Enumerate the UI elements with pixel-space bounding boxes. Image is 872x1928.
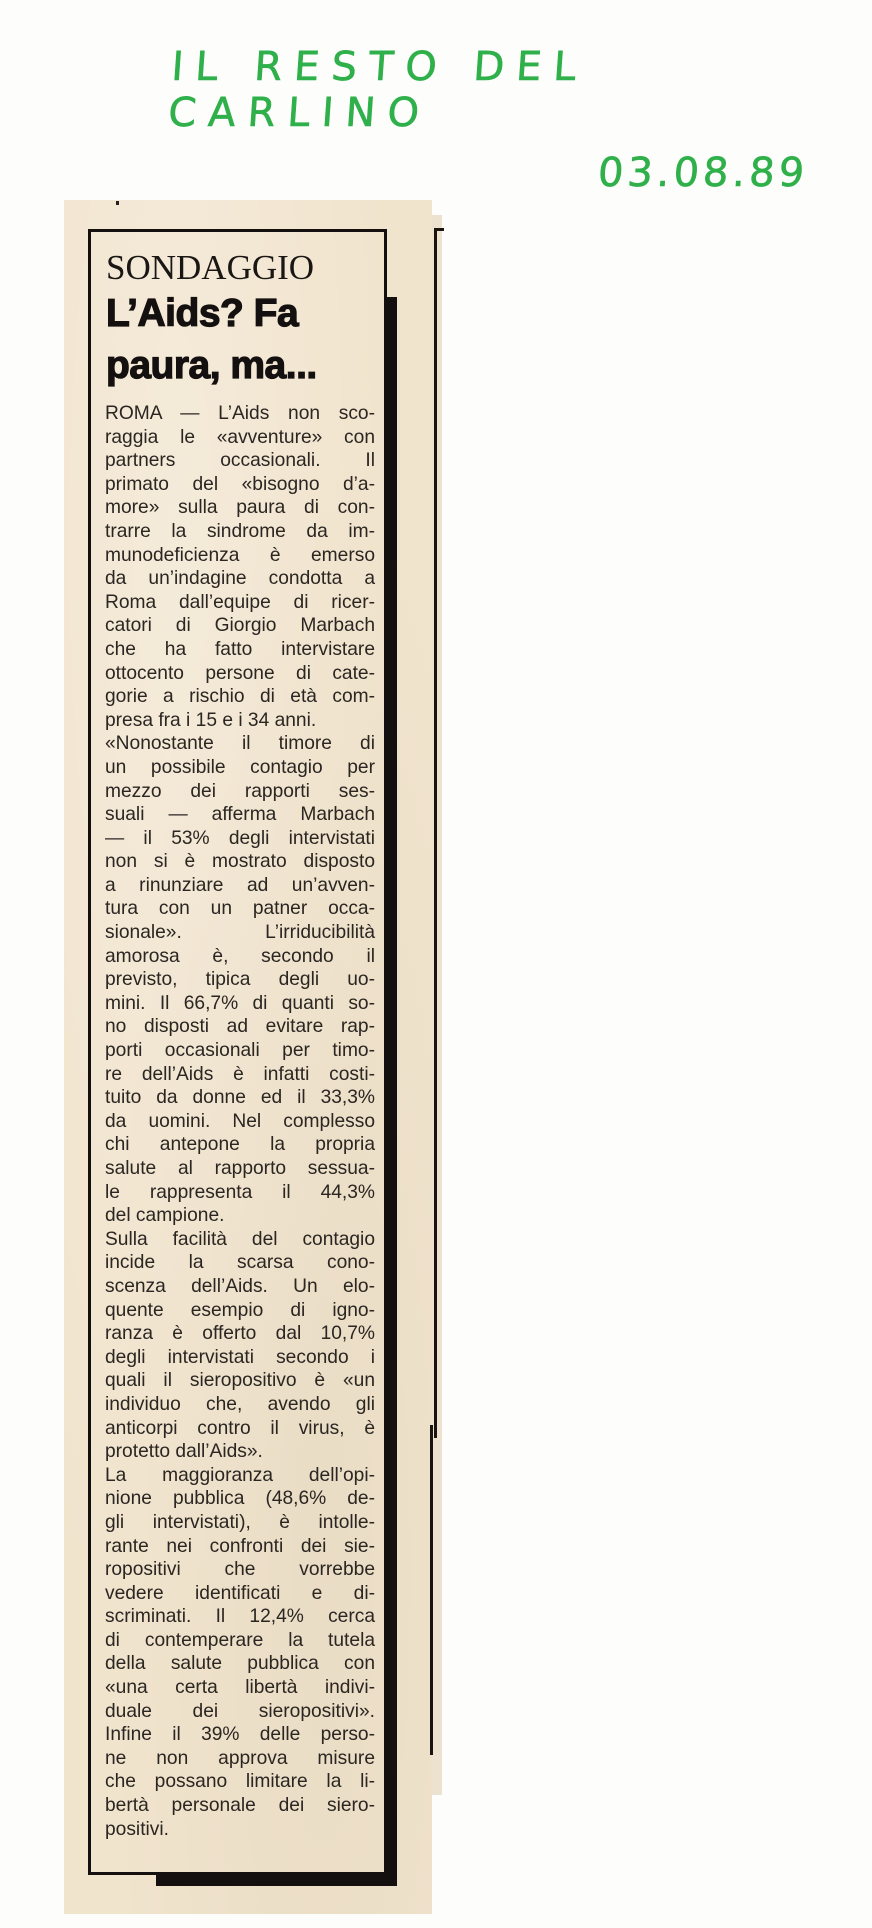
article-body-line: da uomini. Nel complesso	[105, 1110, 375, 1132]
article-body-line: rante nei confronti dei sie-	[105, 1535, 375, 1557]
headline-line: L’Aids? Fa	[106, 292, 299, 335]
handwritten-date-annotation: 03.08.89	[596, 150, 810, 196]
article-body-line: degli intervistati secondo i	[105, 1346, 375, 1368]
article-body-line: le rappresenta il 44,3%	[105, 1181, 375, 1203]
article-body-line: tuito da donne ed il 33,3%	[105, 1087, 375, 1109]
article-frame-shadow-bottom	[156, 1875, 397, 1886]
article-body-line: scriminati. Il 12,4% cerca	[105, 1606, 375, 1628]
article-body-line: ottocento persone di cate-	[105, 662, 375, 684]
article-body-line: che possano limitare la li-	[105, 1771, 375, 1793]
article-body-line: Roma dall’equipe di ricer-	[105, 591, 375, 613]
article-frame-shadow-right	[387, 297, 397, 1886]
article-headline	[106, 288, 376, 392]
article-body-line: ranza è offerto dal 10,7%	[105, 1323, 375, 1345]
article-body-line: gli intervistati), è intolle-	[105, 1511, 375, 1533]
article-body-line: scenza dell’Aids. Un elo-	[105, 1275, 375, 1297]
article-body	[105, 402, 375, 1841]
article-body-line: porti occasionali per timo-	[105, 1040, 375, 1062]
article-body-line: «Nonostante il timore di	[105, 733, 375, 755]
article-body-line: ropositivi che vorrebbe	[105, 1559, 375, 1581]
article-kicker: SONDAGGIO	[106, 248, 315, 287]
article-body-line: quali il sieropositivo è «un	[105, 1370, 375, 1392]
article-body-line: trarre la sindrome da im-	[105, 520, 375, 542]
article-body-line: primato del «bisogno d’a-	[105, 473, 375, 495]
article-body-line: re dell’Aids è infatti costi-	[105, 1063, 375, 1085]
article-body-line: Sulla facilità del contagio	[105, 1228, 375, 1250]
article-body-line: sionale». L’irriducibilità	[105, 922, 375, 944]
article-body-line: Infine il 39% delle perso-	[105, 1724, 375, 1746]
article-body-line: duale dei sieropositivi».	[105, 1700, 375, 1722]
article-body-line: ROMA — L’Aids non sco-	[105, 403, 375, 424]
handwritten-source-annotation: IL RESTO DEL CARLINO	[166, 44, 590, 136]
print-tick-mark	[116, 201, 119, 205]
article-body-line: previsto, tipica degli uo-	[105, 969, 375, 991]
article-body-line: da un’indagine condotta a	[105, 568, 375, 590]
article-body-line: incide la scarsa cono-	[105, 1252, 375, 1274]
article-body-line: mezzo dei rapporti ses-	[105, 780, 375, 802]
neighbor-column-rule-lower	[430, 1425, 433, 1755]
article-body-line: salute al rapporto sessua-	[105, 1158, 375, 1179]
article-body-line: amorosa è, secondo il	[105, 945, 375, 967]
article-body-line: — il 53% degli intervistati	[105, 827, 375, 849]
article-body-line: tura con un patner occa-	[105, 898, 375, 920]
article-body-line: ne non approva misure	[105, 1747, 375, 1769]
article-body-line: suali — afferma Marbach	[105, 804, 375, 826]
article-body-line: La maggioranza dell’opi-	[105, 1464, 375, 1486]
article-body-line: individuo che, avendo gli	[105, 1393, 375, 1415]
article-body-line: positivi.	[105, 1818, 169, 1840]
article-body-line: partners occasionali. Il	[105, 450, 375, 472]
article-body-line: vedere identificati e di-	[105, 1582, 375, 1604]
headline-line: paura, ma...	[106, 344, 317, 387]
article-body-line: no disposti ad evitare rap-	[105, 1016, 375, 1038]
article-body-line: catori di Giorgio Marbach	[105, 615, 375, 637]
article-body-line: protetto dall’Aids».	[105, 1441, 263, 1463]
article-body-line: bertà personale dei siero-	[105, 1795, 375, 1817]
article-body-line: «una certa libertà indivi-	[105, 1677, 375, 1699]
article-body-line: anticorpi contro il virus, è	[105, 1417, 375, 1439]
article-body-line: a rinunziare ad un’avven-	[105, 874, 375, 896]
article-body-line: che ha fatto intervistare	[105, 638, 375, 660]
article-body-line: presa fra i 15 e i 34 anni.	[105, 709, 317, 731]
article-body-line: more» sulla paura di con-	[105, 497, 375, 519]
article-body-line: gorie a rischio di età com-	[105, 686, 375, 708]
article-body-line: un possibile contagio per	[105, 756, 375, 778]
article-body-line: della salute pubblica con	[105, 1653, 375, 1675]
article-body-line: nione pubblica (48,6% de-	[105, 1488, 375, 1510]
article-body-line: chi antepone la propria	[105, 1134, 375, 1156]
article-body-line: mini. Il 66,7% di quanti so-	[105, 992, 375, 1014]
article-body-line: quente esempio di igno-	[105, 1299, 375, 1321]
article-body-line: raggia le «avventure» con	[105, 426, 375, 448]
article-body-line: di contemperare la tutela	[105, 1629, 375, 1651]
article-body-line: non si è mostrato disposto	[105, 851, 375, 873]
article-body-line: munodeficienza è emerso	[105, 544, 375, 566]
neighbor-column-rule	[434, 228, 437, 1438]
article-body-line: del campione.	[105, 1205, 225, 1227]
